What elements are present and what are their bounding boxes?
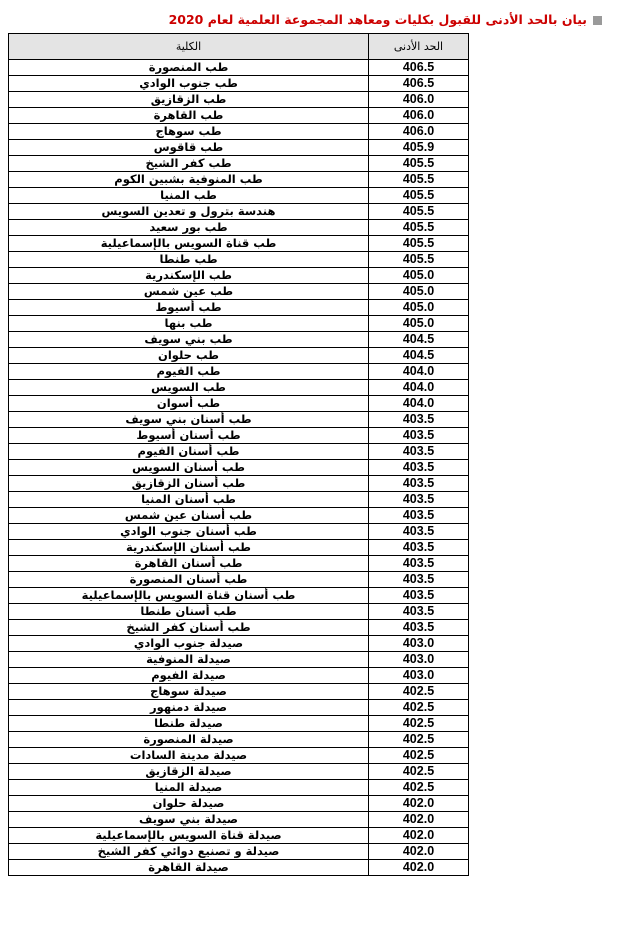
- min-score-cell: 403.5: [369, 508, 469, 524]
- faculty-name-cell: طب السويس: [9, 380, 369, 396]
- faculty-name-cell: طب أسنان الزقازيق: [9, 476, 369, 492]
- table-row: [9, 668, 469, 684]
- table-row: [9, 252, 469, 268]
- faculty-name-cell: صيدلة و تصنيع دوائي كفر الشيخ: [9, 844, 369, 860]
- min-score-cell: 402.5: [369, 684, 469, 700]
- table-row: [9, 412, 469, 428]
- faculty-name-cell: طب بور سعيد: [9, 220, 369, 236]
- table-row: [9, 732, 469, 748]
- table-row: [9, 492, 469, 508]
- min-score-cell: 402.5: [369, 700, 469, 716]
- faculty-name-cell: طب طنطا: [9, 252, 369, 268]
- page-title: بيان بالحد الأدنى للقبول بكليات ومعاهد المجموعة العلمية لعام 2020: [168, 12, 587, 27]
- faculty-name-cell: صيدلة حلوان: [9, 796, 369, 812]
- min-score-cell: 404.0: [369, 380, 469, 396]
- table-row: [9, 108, 469, 124]
- min-score-column-header: الحد الأدنى: [369, 34, 469, 60]
- table-row: [9, 380, 469, 396]
- page-heading: [10, 12, 602, 28]
- min-score-cell: 403.5: [369, 476, 469, 492]
- faculty-name-cell: طب الفيوم: [9, 364, 369, 380]
- faculty-name-cell: طب أسنان كفر الشيخ: [9, 620, 369, 636]
- faculty-name-cell: طب حلوان: [9, 348, 369, 364]
- faculty-name-cell: طب أسنان القاهرة: [9, 556, 369, 572]
- faculty-name-cell: صيدلة سوهاج: [9, 684, 369, 700]
- min-score-cell: 403.5: [369, 572, 469, 588]
- table-row: [9, 300, 469, 316]
- table-row: [9, 60, 469, 76]
- min-score-cell: 406.5: [369, 76, 469, 92]
- min-score-cell: 403.0: [369, 636, 469, 652]
- min-score-cell: 406.0: [369, 124, 469, 140]
- admission-scores-table: [8, 33, 469, 876]
- table-row: [9, 460, 469, 476]
- table-row: [9, 716, 469, 732]
- min-score-cell: 403.5: [369, 620, 469, 636]
- min-score-cell: 406.5: [369, 60, 469, 76]
- faculty-name-cell: صيدلة قناة السويس بالإسماعيلية: [9, 828, 369, 844]
- table-row: [9, 364, 469, 380]
- faculty-name-cell: صيدلة جنوب الوادي: [9, 636, 369, 652]
- faculty-name-cell: طب عين شمس: [9, 284, 369, 300]
- table-row: [9, 764, 469, 780]
- table-row: [9, 156, 469, 172]
- table-row: [9, 684, 469, 700]
- min-score-cell: 405.5: [369, 156, 469, 172]
- faculty-name-cell: صيدلة بني سويف: [9, 812, 369, 828]
- table-row: [9, 476, 469, 492]
- faculty-name-cell: صيدلة المنوفية: [9, 652, 369, 668]
- faculty-name-cell: طب أسيوط: [9, 300, 369, 316]
- min-score-cell: 405.0: [369, 268, 469, 284]
- min-score-cell: 403.5: [369, 556, 469, 572]
- min-score-cell: 403.5: [369, 444, 469, 460]
- table-row: [9, 540, 469, 556]
- faculty-name-cell: هندسة بترول و تعدين السويس: [9, 204, 369, 220]
- table-row: [9, 268, 469, 284]
- table-row: [9, 508, 469, 524]
- min-score-cell: 405.0: [369, 316, 469, 332]
- table-row: [9, 396, 469, 412]
- min-score-cell: 403.5: [369, 428, 469, 444]
- faculty-name-cell: طب أسنان طنطا: [9, 604, 369, 620]
- min-score-cell: 403.5: [369, 412, 469, 428]
- faculty-name-cell: طب المنصورة: [9, 60, 369, 76]
- min-score-cell: 404.0: [369, 364, 469, 380]
- faculty-name-cell: طب أسنان السويس: [9, 460, 369, 476]
- table-row: [9, 652, 469, 668]
- table-row: [9, 572, 469, 588]
- faculty-name-cell: طب أسنان عين شمس: [9, 508, 369, 524]
- faculty-column-header: الكلية: [9, 34, 369, 60]
- faculty-name-cell: طب أسنان الإسكندرية: [9, 540, 369, 556]
- table-row: [9, 284, 469, 300]
- faculty-name-cell: طب أسنان المنصورة: [9, 572, 369, 588]
- min-score-cell: 402.0: [369, 812, 469, 828]
- table-row: [9, 172, 469, 188]
- table-row: [9, 620, 469, 636]
- table-row: [9, 188, 469, 204]
- table-row: [9, 524, 469, 540]
- faculty-name-cell: طب أسنان قناة السويس بالإسماعيلية: [9, 588, 369, 604]
- table-row: [9, 332, 469, 348]
- min-score-cell: 405.5: [369, 172, 469, 188]
- min-score-cell: 402.5: [369, 764, 469, 780]
- table-row: [9, 348, 469, 364]
- min-score-cell: 405.5: [369, 204, 469, 220]
- faculty-name-cell: طب القاهرة: [9, 108, 369, 124]
- square-bullet-icon: [593, 16, 602, 25]
- min-score-cell: 405.5: [369, 188, 469, 204]
- faculty-name-cell: طب أسنان المنيا: [9, 492, 369, 508]
- table-row: [9, 844, 469, 860]
- table-row: [9, 556, 469, 572]
- faculty-name-cell: طب أسنان جنوب الوادي: [9, 524, 369, 540]
- faculty-name-cell: صيدلة مدينة السادات: [9, 748, 369, 764]
- min-score-cell: 402.5: [369, 748, 469, 764]
- min-score-cell: 404.0: [369, 396, 469, 412]
- table-row: [9, 796, 469, 812]
- min-score-cell: 402.5: [369, 780, 469, 796]
- min-score-cell: 402.0: [369, 844, 469, 860]
- faculty-name-cell: طب أسنان أسيوط: [9, 428, 369, 444]
- faculty-name-cell: طب قناة السويس بالإسماعيلية: [9, 236, 369, 252]
- faculty-name-cell: صيدلة طنطا: [9, 716, 369, 732]
- table-row: [9, 604, 469, 620]
- table-row: [9, 700, 469, 716]
- faculty-name-cell: طب أسنان بني سويف: [9, 412, 369, 428]
- table-row: [9, 140, 469, 156]
- faculty-name-cell: صيدلة الزقازيق: [9, 764, 369, 780]
- table-row: [9, 428, 469, 444]
- min-score-cell: 405.9: [369, 140, 469, 156]
- min-score-cell: 403.5: [369, 524, 469, 540]
- faculty-name-cell: صيدلة المنيا: [9, 780, 369, 796]
- faculty-name-cell: طب الزقازيق: [9, 92, 369, 108]
- min-score-cell: 403.0: [369, 668, 469, 684]
- table-row: [9, 812, 469, 828]
- faculty-name-cell: طب قاقوس: [9, 140, 369, 156]
- table-row: [9, 748, 469, 764]
- min-score-cell: 402.5: [369, 732, 469, 748]
- table-row: [9, 124, 469, 140]
- faculty-name-cell: طب جنوب الوادي: [9, 76, 369, 92]
- min-score-cell: 402.0: [369, 860, 469, 876]
- faculty-name-cell: طب المنيا: [9, 188, 369, 204]
- faculty-name-cell: طب كفر الشيخ: [9, 156, 369, 172]
- min-score-cell: 404.5: [369, 332, 469, 348]
- faculty-name-cell: طب أسوان: [9, 396, 369, 412]
- min-score-cell: 406.0: [369, 108, 469, 124]
- table-row: [9, 220, 469, 236]
- faculty-name-cell: طب أسنان الفيوم: [9, 444, 369, 460]
- faculty-name-cell: صيدلة دمنهور: [9, 700, 369, 716]
- min-score-cell: 403.0: [369, 652, 469, 668]
- table-row: [9, 780, 469, 796]
- faculty-name-cell: طب المنوفية بشبين الكوم: [9, 172, 369, 188]
- faculty-name-cell: صيدلة القاهرة: [9, 860, 369, 876]
- table-header-row: [9, 34, 469, 60]
- min-score-cell: 405.0: [369, 300, 469, 316]
- min-score-cell: 402.0: [369, 796, 469, 812]
- min-score-cell: 405.5: [369, 252, 469, 268]
- min-score-cell: 402.0: [369, 828, 469, 844]
- table-row: [9, 92, 469, 108]
- faculty-name-cell: طب بني سويف: [9, 332, 369, 348]
- faculty-name-cell: صيدلة المنصورة: [9, 732, 369, 748]
- table-row: [9, 444, 469, 460]
- min-score-cell: 402.5: [369, 716, 469, 732]
- min-score-cell: 405.5: [369, 220, 469, 236]
- min-score-cell: 404.5: [369, 348, 469, 364]
- table-row: [9, 316, 469, 332]
- table-row: [9, 588, 469, 604]
- min-score-cell: 406.0: [369, 92, 469, 108]
- table-row: [9, 236, 469, 252]
- table-row: [9, 860, 469, 876]
- table-row: [9, 636, 469, 652]
- faculty-name-cell: طب الإسكندرية: [9, 268, 369, 284]
- min-score-cell: 403.5: [369, 588, 469, 604]
- min-score-cell: 403.5: [369, 604, 469, 620]
- faculty-name-cell: طب بنها: [9, 316, 369, 332]
- min-score-cell: 405.0: [369, 284, 469, 300]
- table-row: [9, 204, 469, 220]
- faculty-name-cell: صيدلة الفيوم: [9, 668, 369, 684]
- faculty-name-cell: طب سوهاج: [9, 124, 369, 140]
- min-score-cell: 403.5: [369, 540, 469, 556]
- min-score-cell: 405.5: [369, 236, 469, 252]
- min-score-cell: 403.5: [369, 460, 469, 476]
- table-row: [9, 76, 469, 92]
- min-score-cell: 403.5: [369, 492, 469, 508]
- table-row: [9, 828, 469, 844]
